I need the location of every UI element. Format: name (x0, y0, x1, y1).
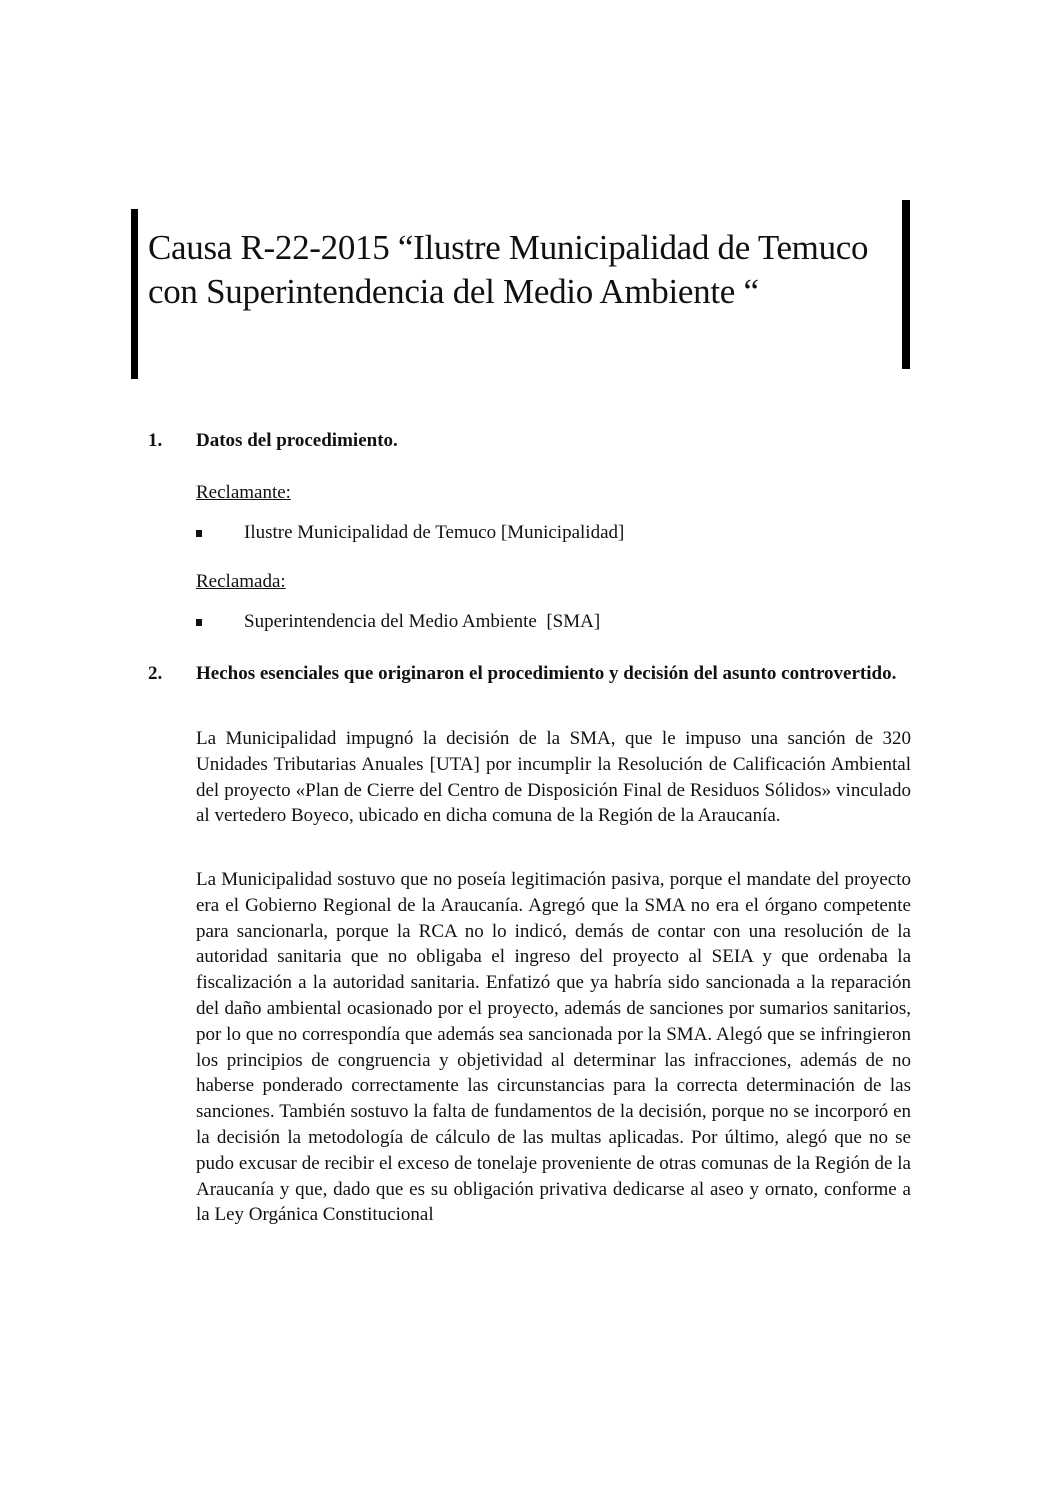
paragraph-1: La Municipalidad impugnó la decisión de la SMA, que le impuso una sanción de 320 Unidades Tributarias Anuales [UTA] por incumplir la Resolución de Calificación Ambiental del proyecto «Plan de Cierre del Centro de Disposición Final de Residuos Sólidos» vinculado al vertedero Boyeco, ubicado en dicha comuna de la Región de la Araucanía. (196, 728, 911, 827)
section-2-number: 2. (148, 663, 163, 684)
bullet-square-icon (196, 530, 202, 537)
reclamante-label: Reclamante: (196, 482, 291, 503)
page-title: Causa R-22-2015 “Ilustre Municipalidad de Temuco con Superintendencia del Medio Ambiente “ (148, 228, 869, 311)
section-1-title: Datos del procedimiento. (196, 430, 398, 451)
section-1-number: 1. (148, 430, 163, 451)
title-left-border (131, 209, 138, 379)
section-2-title: Hechos esenciales que originaron el procedimiento y decisión del asunto controvertido. (196, 663, 897, 684)
reclamante-value: Ilustre Municipalidad de Temuco [Municipalidad] (244, 522, 625, 543)
title-right-border (902, 200, 910, 369)
bullet-square-icon (196, 619, 202, 626)
reclamada-value: Superintendencia del Medio Ambiente [SMA] (244, 611, 601, 632)
paragraph-2: La Municipalidad sostuvo que no poseía legitimación pasiva, porque el mandate del proyecto era el Gobierno Regional de la Araucanía. Agregó que la SMA no era el órgano competente para sancionarla, porque la RCA no lo indicó, demás de contar con una resolución de la autoridad sanitaria que no obligaba el ingreso del proyecto al SEIA y que ordenaba la fiscalización a la autoridad sanitaria. Enfatizó que ya habría sido sancionada a la reparación del daño ambiental ocasionado por el proyecto, además de sanciones por sumarios sanitarios, por lo que no correspondía que además sea sancionada por la SMA. Alegó que se infringieron los principios de congruencia y objetividad al determinar las infracciones, además de no haberse ponderado correctamente las circunstancias para la correcta determinación de las sanciones. También sostuvo la falta de fundamentos de la decisión, porque no se incorporó en la decisión la metodología de cálculo de las multas aplicadas. Por último, alegó que no se pudo excusar de recibir el exceso de tonelaje proveniente de otras comunas de la Región de la Araucanía y que, dado que es su obligación privativa dedicarse al aseo y ornato, conforme a la Ley Orgánica Constitucional (196, 869, 911, 1226)
section-2-heading (148, 661, 918, 713)
reclamada-label: Reclamada: (196, 571, 286, 592)
section-1-heading (148, 428, 918, 454)
